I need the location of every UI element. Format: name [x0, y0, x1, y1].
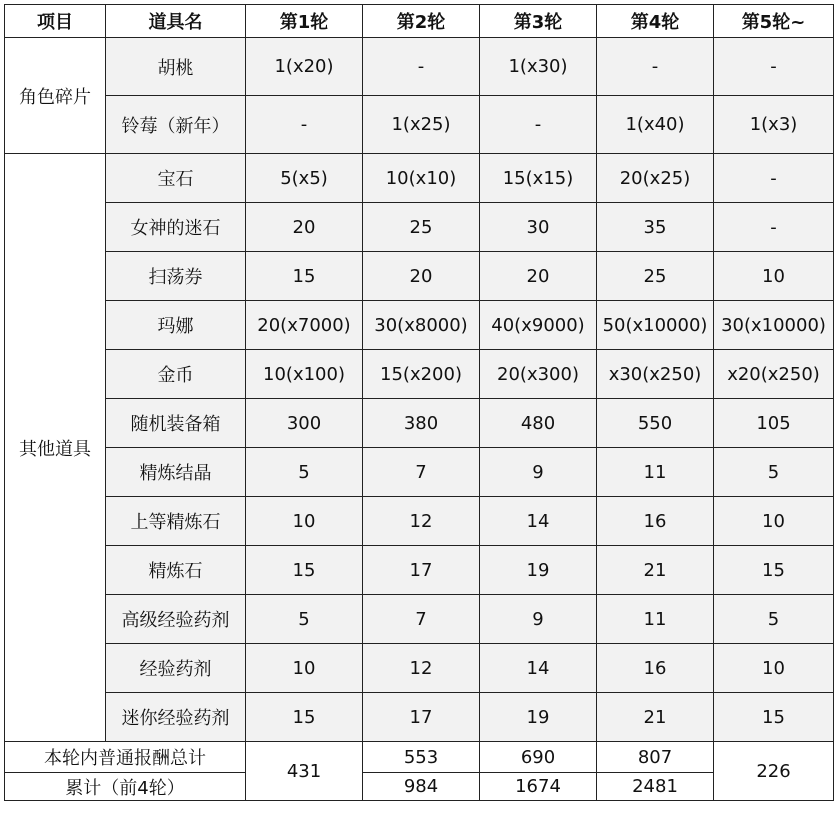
- category-cell: 其他道具: [5, 154, 106, 742]
- value-cell: 19: [480, 546, 597, 595]
- value-cell: 5: [246, 448, 363, 497]
- value-cell: 30(x8000): [363, 301, 480, 350]
- table-row: [5, 644, 834, 693]
- summary-round-1: 431: [246, 742, 363, 801]
- summary-cumulative: 1674: [480, 773, 597, 801]
- summary-round-total: 807: [597, 742, 714, 773]
- summary-row: [5, 742, 834, 773]
- table-row: [5, 154, 834, 203]
- value-cell: 5: [714, 595, 834, 644]
- item-name: 经验药剂: [106, 644, 246, 693]
- value-cell: 9: [480, 595, 597, 644]
- value-cell: 7: [363, 595, 480, 644]
- summary-round-5: 226: [714, 742, 834, 801]
- summary-cumulative: 2481: [597, 773, 714, 801]
- value-cell: 25: [363, 203, 480, 252]
- value-cell: 11: [597, 595, 714, 644]
- value-cell: 21: [597, 546, 714, 595]
- summary-label-cumulative: 累计（前4轮）: [5, 773, 246, 801]
- value-cell: 20(x300): [480, 350, 597, 399]
- item-name: 金币: [106, 350, 246, 399]
- value-cell: 1(x25): [363, 96, 480, 154]
- item-name: 精炼石: [106, 546, 246, 595]
- value-cell: -: [363, 38, 480, 96]
- header-row: [5, 5, 834, 38]
- table-row: [5, 203, 834, 252]
- table-row: [5, 448, 834, 497]
- value-cell: 15: [246, 693, 363, 742]
- value-cell: 30(x10000): [714, 301, 834, 350]
- header-round-5: 第5轮~: [714, 5, 834, 38]
- item-name: 迷你经验药剂: [106, 693, 246, 742]
- value-cell: 10: [246, 497, 363, 546]
- value-cell: 14: [480, 497, 597, 546]
- value-cell: 15(x15): [480, 154, 597, 203]
- table-row: [5, 693, 834, 742]
- table-row: [5, 96, 834, 154]
- value-cell: 15: [714, 546, 834, 595]
- value-cell: 5: [246, 595, 363, 644]
- header-item-name: 道具名: [106, 5, 246, 38]
- value-cell: 30: [480, 203, 597, 252]
- value-cell: 105: [714, 399, 834, 448]
- item-name: 高级经验药剂: [106, 595, 246, 644]
- value-cell: 10: [714, 644, 834, 693]
- item-name: 精炼结晶: [106, 448, 246, 497]
- summary-cumulative: 984: [363, 773, 480, 801]
- table-row: [5, 546, 834, 595]
- value-cell: 16: [597, 644, 714, 693]
- value-cell: 11: [597, 448, 714, 497]
- value-cell: 40(x9000): [480, 301, 597, 350]
- value-cell: -: [480, 96, 597, 154]
- value-cell: 1(x20): [246, 38, 363, 96]
- value-cell: 5(x5): [246, 154, 363, 203]
- item-name: 玛娜: [106, 301, 246, 350]
- table-row: [5, 252, 834, 301]
- item-name: 女神的迷石: [106, 203, 246, 252]
- table-row: [5, 497, 834, 546]
- value-cell: 50(x10000): [597, 301, 714, 350]
- value-cell: 14: [480, 644, 597, 693]
- value-cell: 20: [246, 203, 363, 252]
- value-cell: 20: [480, 252, 597, 301]
- value-cell: 15: [246, 546, 363, 595]
- value-cell: 550: [597, 399, 714, 448]
- value-cell: 16: [597, 497, 714, 546]
- value-cell: 380: [363, 399, 480, 448]
- value-cell: 10: [714, 252, 834, 301]
- value-cell: 9: [480, 448, 597, 497]
- value-cell: 480: [480, 399, 597, 448]
- table-row: [5, 301, 834, 350]
- value-cell: 1(x3): [714, 96, 834, 154]
- value-cell: 35: [597, 203, 714, 252]
- value-cell: 21: [597, 693, 714, 742]
- value-cell: x20(x250): [714, 350, 834, 399]
- value-cell: 15(x200): [363, 350, 480, 399]
- value-cell: 10(x10): [363, 154, 480, 203]
- header-round-3: 第3轮: [480, 5, 597, 38]
- value-cell: 10(x100): [246, 350, 363, 399]
- value-cell: -: [714, 154, 834, 203]
- value-cell: x30(x250): [597, 350, 714, 399]
- value-cell: -: [714, 203, 834, 252]
- item-name: 铃莓（新年）: [106, 96, 246, 154]
- item-name: 上等精炼石: [106, 497, 246, 546]
- value-cell: 17: [363, 546, 480, 595]
- item-name: 扫荡券: [106, 252, 246, 301]
- table-row: [5, 595, 834, 644]
- value-cell: 1(x30): [480, 38, 597, 96]
- value-cell: 300: [246, 399, 363, 448]
- value-cell: -: [246, 96, 363, 154]
- value-cell: 17: [363, 693, 480, 742]
- value-cell: 19: [480, 693, 597, 742]
- item-name: 胡桃: [106, 38, 246, 96]
- value-cell: -: [714, 38, 834, 96]
- value-cell: 20(x25): [597, 154, 714, 203]
- value-cell: 25: [597, 252, 714, 301]
- value-cell: 10: [246, 644, 363, 693]
- summary-round-total: 553: [363, 742, 480, 773]
- value-cell: 10: [714, 497, 834, 546]
- item-name: 随机装备箱: [106, 399, 246, 448]
- item-name: 宝石: [106, 154, 246, 203]
- value-cell: 12: [363, 497, 480, 546]
- value-cell: 1(x40): [597, 96, 714, 154]
- table-row: [5, 38, 834, 96]
- value-cell: -: [597, 38, 714, 96]
- header-round-2: 第2轮: [363, 5, 480, 38]
- header-round-4: 第4轮: [597, 5, 714, 38]
- table-row: [5, 399, 834, 448]
- value-cell: 12: [363, 644, 480, 693]
- header-category: 项目: [5, 5, 106, 38]
- value-cell: 20(x7000): [246, 301, 363, 350]
- value-cell: 5: [714, 448, 834, 497]
- reward-table: [4, 4, 834, 801]
- header-round-1: 第1轮: [246, 5, 363, 38]
- value-cell: 7: [363, 448, 480, 497]
- value-cell: 15: [714, 693, 834, 742]
- value-cell: 20: [363, 252, 480, 301]
- summary-row: [5, 773, 834, 801]
- summary-label-round-total: 本轮内普通报酬总计: [5, 742, 246, 773]
- category-cell: 角色碎片: [5, 38, 106, 154]
- value-cell: 15: [246, 252, 363, 301]
- table-row: [5, 350, 834, 399]
- summary-round-total: 690: [480, 742, 597, 773]
